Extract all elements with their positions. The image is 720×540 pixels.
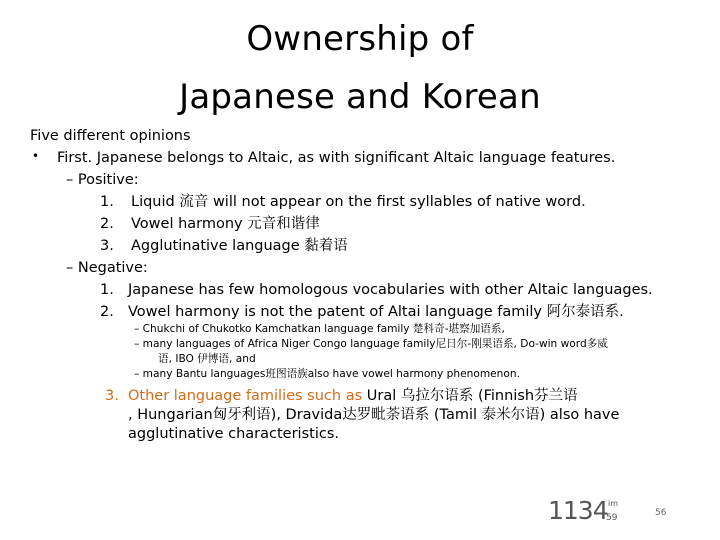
item3-line-2: , Hungarian匈牙利语), Dravida达罗毗荼语系 (Tamil 泰米尔语) also have [128,407,620,423]
negative-label: – Negative: [66,260,148,276]
positive-item-1: Liquid 流音 will not appear on the first syllables of native word. [131,194,586,210]
item3-num: 3. [105,388,119,404]
subitem-niger-congo-cont: 语, IBO 伊博语, and [158,353,256,365]
heading: Five different opinions [30,128,191,144]
item3-line-1 [128,387,578,405]
subitem-niger-congo: – many languages of Africa Niger Congo language family尼日尔-刚果语系, Do-win word多威 [134,338,608,350]
logo-main-text: 1134 [548,496,608,525]
positive-num-1: 1. [100,194,114,210]
bullet-first-opinion: First. Japanese belongs to Altaic, as with significant Altaic language features. [57,150,616,166]
item3-rest-text: Ural 乌拉尔语系 (Finnish芬兰语 [362,388,578,404]
positive-label: – Positive: [66,172,139,188]
item3-orange-text: Other language families such as [128,388,363,404]
footer-logo [548,495,623,525]
page-number: 56 [655,508,667,518]
negative-num-2: 2. [100,304,114,320]
title-line-2: Japanese and Korean [179,77,541,117]
positive-num-2: 2. [100,216,114,232]
negative-num-1: 1. [100,282,114,298]
logo-sub-text: 59 [606,513,618,523]
positive-item-2: Vowel harmony 元音和谐律 [131,216,320,232]
subitem-chukchi: – Chukchi of Chukotko Kamchatkan language family 楚科奇-堪察加语系, [134,323,505,335]
subitem-bantu: – many Bantu languages班图语族also have vowel harmony phenomenon. [134,368,520,380]
logo-sup-text: im [608,499,619,508]
title-line-1: Ownership of [246,19,474,59]
positive-item-3: Agglutinative language 黏着语 [131,238,348,254]
positive-num-3: 3. [100,238,114,254]
negative-item-1: Japanese has few homologous vocabularies with other Altaic languages. [128,282,653,298]
item3-line-3: agglutinative characteristics. [128,426,339,442]
negative-item-2: Vowel harmony is not the patent of Altai language family 阿尔泰语系. [128,304,624,320]
bullet-dot: • [32,149,40,163]
